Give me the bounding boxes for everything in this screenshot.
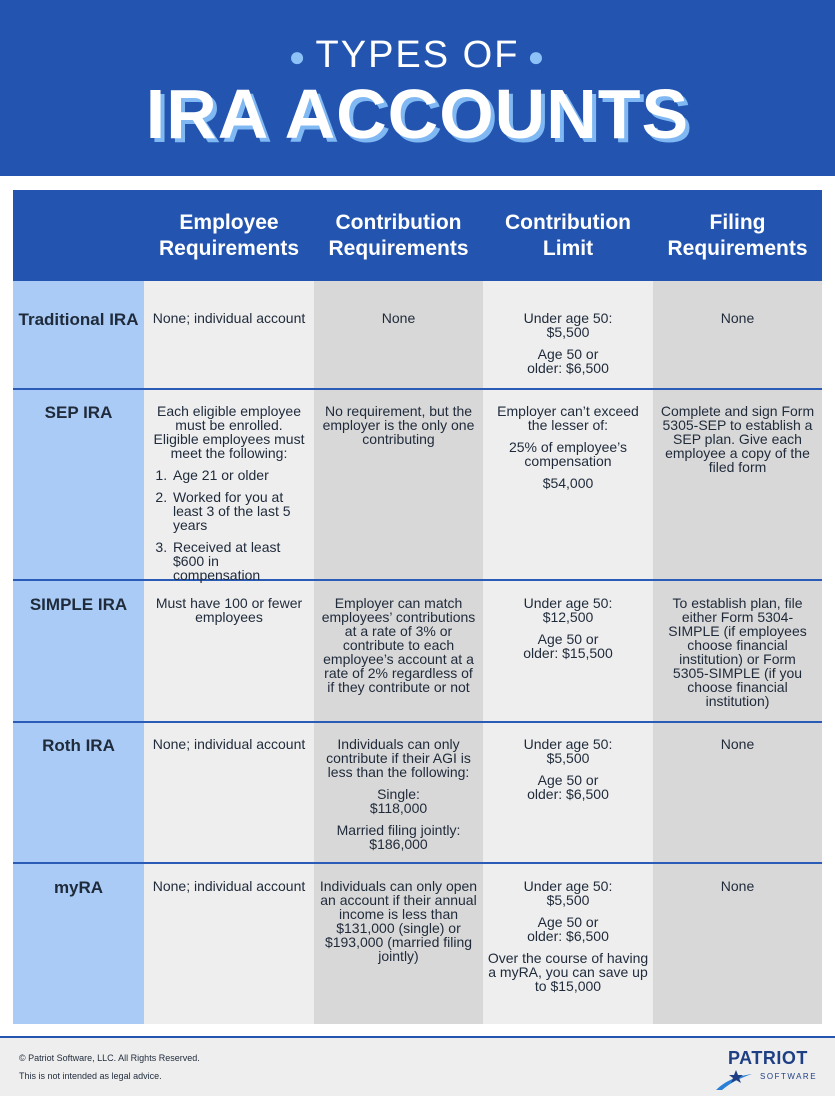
row-divider	[13, 862, 822, 864]
row-divider	[13, 721, 822, 723]
page-title: IRA ACCOUNTS	[145, 75, 690, 153]
logo-name: PATRIOT	[728, 1048, 808, 1068]
list-item: 2. Worked for you at least 3 of the last 5 years	[171, 490, 305, 532]
simple-contribution-limit: Under age 50: $12,500 Age 50 or older: $15,500	[523, 595, 613, 661]
myra-contribution-limit: Under age 50: $5,500 Age 50 or older: $6,500 Over the course of having a myRA, you can save up to $15,000	[487, 878, 649, 994]
logo-subtitle: SOFTWARE	[760, 1072, 818, 1081]
sep-contribution-limit: Employer can’t exceed the lesser of: 25% of employee’s compensation $54,000	[497, 403, 639, 491]
row-label-sep-ira: SEP IRA	[44, 403, 113, 422]
header-contribution-requirements: Contribution Requirements	[328, 210, 469, 260]
sep-filing-requirements: Complete and sign Form 5305-SEP to establish a SEP plan. Give each employee a copy of the filed form	[660, 403, 815, 475]
header-filing-requirements: Filing Requirements	[667, 210, 808, 260]
list-item: 3. Received at least $600 in compensation	[171, 540, 305, 582]
roth-employee-requirements: None; individual account	[152, 736, 306, 752]
sep-employee-requirements: Each eligible employee must be enrolled. Eligible employees must meet the following: 1. Age 21 or older 2. Worked for you at least 3 of the last 5 years 3. Received at least $600 in compensation	[144, 404, 314, 590]
myra-filing-requirements: None	[720, 878, 755, 894]
roth-contribution-requirements: Individuals can only contribute if their AGI is less than the following: Single: $118,000 Married filing jointly: $186,000	[326, 736, 471, 852]
myra-employee-requirements: None; individual account	[152, 878, 306, 894]
row-label-myra: myRA	[53, 878, 104, 897]
header-contribution-limit: Contribution Limit	[505, 210, 631, 260]
copyright-text: © Patriot Software, LLC. All Rights Reserved.	[19, 1053, 200, 1063]
traditional-filing-requirements: None	[720, 310, 755, 326]
row-label-roth-ira: Roth IRA	[42, 736, 115, 755]
myra-contribution-requirements: Individuals can only open an account if their annual income is less than $131,000 (single) or $193,000 (married filing jointly)	[319, 878, 478, 964]
sep-eligibility-list	[171, 468, 305, 582]
title-banner	[0, 0, 835, 176]
table-header-row	[13, 190, 822, 281]
roth-contribution-limit: Under age 50: $5,500 Age 50 or older: $6,500	[523, 736, 613, 802]
patriot-software-logo	[714, 1046, 824, 1094]
row-divider	[13, 579, 822, 581]
list-item: 1. Age 21 or older	[171, 468, 305, 482]
traditional-contribution-requirements: None	[381, 310, 416, 326]
bullet-dot-icon: ●	[288, 40, 308, 72]
employee-column	[144, 281, 314, 1024]
row-label-traditional-ira: Traditional IRA	[18, 310, 139, 329]
bullet-dot-icon: ●	[527, 40, 547, 72]
simple-contribution-requirements: Employer can match employees’ contributions at a rate of 3% or contribute to each employee’s account at a rate of 2% regardless of if they contribute or not	[321, 595, 476, 695]
simple-filing-requirements: To establish plan, file either Form 5304-SIMPLE (if employees choose financial institution) or Form 5305-SIMPLE (if you choose financial institution)	[668, 595, 807, 709]
ira-comparison-table	[13, 190, 822, 1024]
row-label-simple-ira: SIMPLE IRA	[29, 595, 128, 614]
title-line1: TYPES OF	[315, 34, 520, 76]
row-divider	[13, 388, 822, 390]
sep-contribution-requirements: No requirement, but the employer is the only one contributing	[322, 403, 475, 447]
row-label-column	[13, 281, 144, 1024]
roth-filing-requirements: None	[720, 736, 755, 752]
disclaimer-text: This is not intended as legal advice.	[19, 1071, 162, 1081]
title-subheading	[0, 34, 835, 77]
header-employee-requirements: Employee Requirements	[158, 210, 300, 260]
traditional-employee-requirements: None; individual account	[152, 310, 306, 326]
simple-employee-requirements: Must have 100 or fewer employees	[155, 595, 303, 625]
footer	[0, 1036, 835, 1096]
traditional-contribution-limit: Under age 50: $5,500 Age 50 or older: $6,500	[523, 310, 613, 376]
